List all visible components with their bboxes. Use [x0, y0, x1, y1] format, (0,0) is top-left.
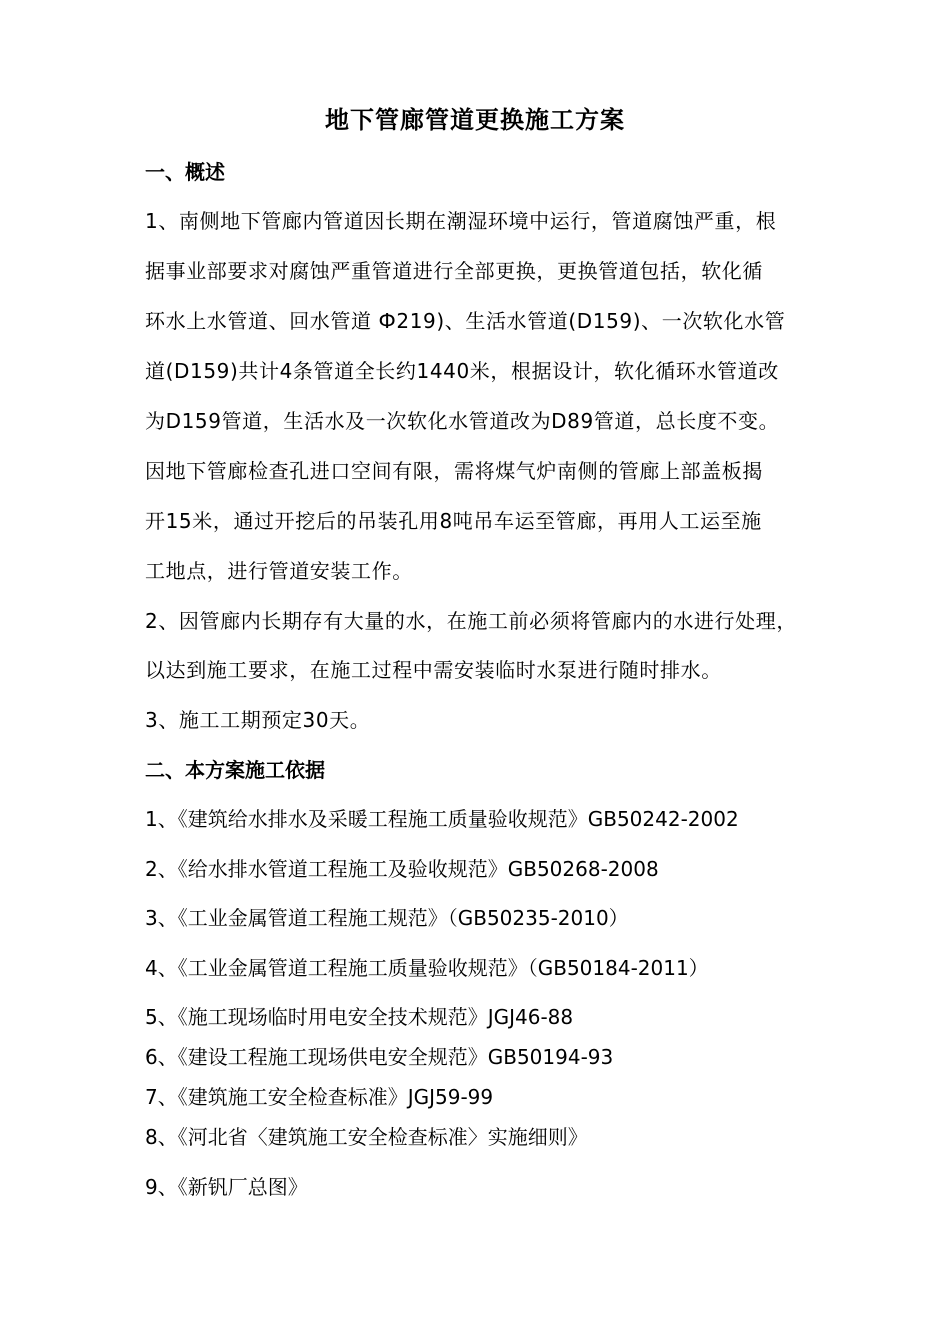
section-heading-basis: 二、本方案施工依据 — [145, 758, 325, 782]
reference-item: 1、《建筑给水排水及采暖工程施工质量验收规范》GB50242-2002 — [145, 807, 739, 831]
paragraph-line: 工地点，进行管道安装工作。 — [145, 559, 413, 583]
paragraph-line: 为D159管道，生活水及一次软化水管道改为D89管道，总长度不变。 — [145, 409, 780, 433]
paragraph-line: 以达到施工要求，在施工过程中需安装临时水泵进行随时排水。 — [145, 658, 722, 682]
reference-item: 3、《工业金属管道工程施工规范》（GB50235-2010） — [145, 906, 629, 930]
paragraph-line: 因地下管廊检查孔进口空间有限，需将煤气炉南侧的管廊上部盖板揭 — [145, 459, 763, 483]
paragraph-line: 据事业部要求对腐蚀严重管道进行全部更换，更换管道包括，软化循 — [145, 259, 763, 283]
paragraph-line: 开15米，通过开挖后的吊装孔用8吨吊车运至管廊，再用人工运至施 — [145, 509, 762, 533]
reference-item: 2、《给水排水管道工程施工及验收规范》GB50268-2008 — [145, 857, 659, 881]
paragraph-line: 道(D159)共计4条管道全长约1440米，根据设计，软化循环水管道改 — [145, 359, 779, 383]
reference-item: 6、《建设工程施工现场供电安全规范》GB50194-93 — [145, 1045, 614, 1069]
paragraph-line: 环水上水管道、回水管道 Ф219)、生活水管道(D159)、一次软化水管 — [145, 309, 786, 333]
paragraph-line: 3、施工工期预定30天。 — [145, 708, 371, 732]
reference-item: 5、《施工现场临时用电安全技术规范》JGJ46-88 — [145, 1005, 574, 1029]
reference-item: 9、《新钒厂总图》 — [145, 1175, 308, 1199]
document-title: 地下管廊管道更换施工方案 — [325, 106, 625, 134]
paragraph-line: 1、南侧地下管廊内管道因长期在潮湿环境中运行，管道腐蚀严重，根 — [145, 209, 777, 233]
reference-item: 7、《建筑施工安全检查标准》JGJ59-99 — [145, 1085, 494, 1109]
reference-item: 8、《河北省〈建筑施工安全检查标准〉实施细则》 — [145, 1125, 588, 1149]
paragraph-line: 2、因管廊内长期存有大量的水，在施工前必须将管廊内的水进行处理， — [145, 609, 797, 633]
reference-item: 4、《工业金属管道工程施工质量验收规范》（GB50184-2011） — [145, 956, 709, 980]
section-heading-overview: 一、概述 — [145, 160, 225, 184]
